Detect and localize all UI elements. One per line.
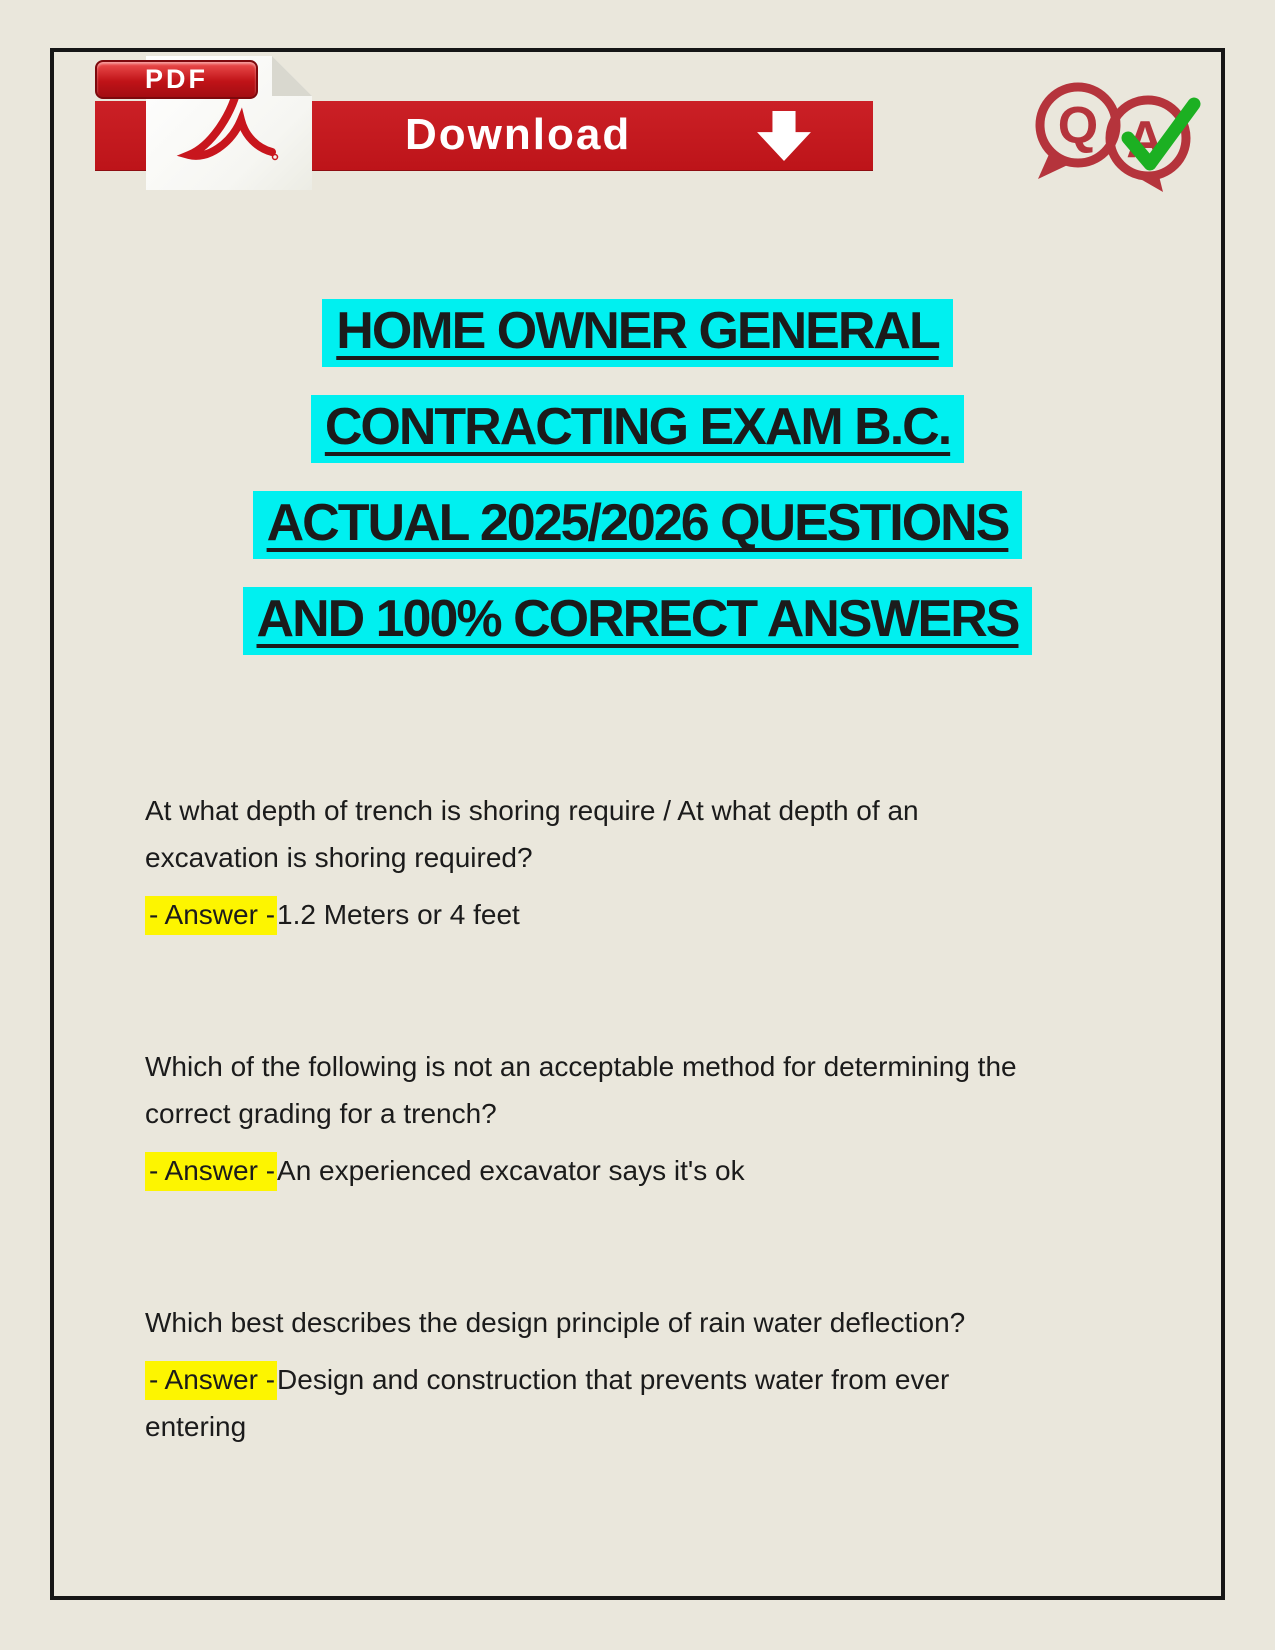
answer-text: - Answer -An experienced excavator says it's ok xyxy=(145,1147,1205,1194)
qa-logo-a-letter: A xyxy=(1126,111,1164,169)
answer-label-highlight: - Answer - xyxy=(145,1361,277,1400)
question-text: Which best describes the design principle of rain water deflection? xyxy=(145,1307,966,1338)
question-text: Which of the following is not an acceptable method for determining the correct grading for a trench? xyxy=(145,1051,1017,1129)
qa-item-2 xyxy=(145,1043,1205,1194)
qa-item-1 xyxy=(145,787,1205,938)
pdf-badge xyxy=(95,60,258,99)
qa-item-3 xyxy=(145,1299,1205,1450)
header xyxy=(54,52,1221,252)
document-frame xyxy=(50,48,1225,1600)
page-title xyxy=(54,299,1221,683)
title-line-3: ACTUAL 2025/2026 QUESTIONS xyxy=(253,491,1023,559)
pdf-badge-label: PDF xyxy=(145,64,208,94)
download-arrow-icon xyxy=(755,111,813,161)
title-line-4: AND 100% CORRECT ANSWERS xyxy=(243,587,1033,655)
download-label: Download xyxy=(405,110,632,159)
sheet-fold-corner xyxy=(272,56,312,96)
answer-text: - Answer -Design and construction that prevents water from ever xyxy=(145,1356,1205,1403)
qa-list xyxy=(145,787,1205,1555)
answer-label-highlight: - Answer - xyxy=(145,896,277,935)
title-line-1: HOME OWNER GENERAL xyxy=(322,299,952,367)
qa-logo-q-letter: Q xyxy=(1057,97,1099,155)
title-line-2: CONTRACTING EXAM B.C. xyxy=(311,395,964,463)
answer-text-continued: entering xyxy=(145,1411,247,1442)
answer-label-highlight: - Answer - xyxy=(145,1152,277,1191)
qa-logo-icon xyxy=(1024,76,1202,194)
question-text: At what depth of trench is shoring require / At what depth of an excavation is shoring required? xyxy=(145,795,919,873)
answer-text: - Answer -1.2 Meters or 4 feet xyxy=(145,891,1205,938)
